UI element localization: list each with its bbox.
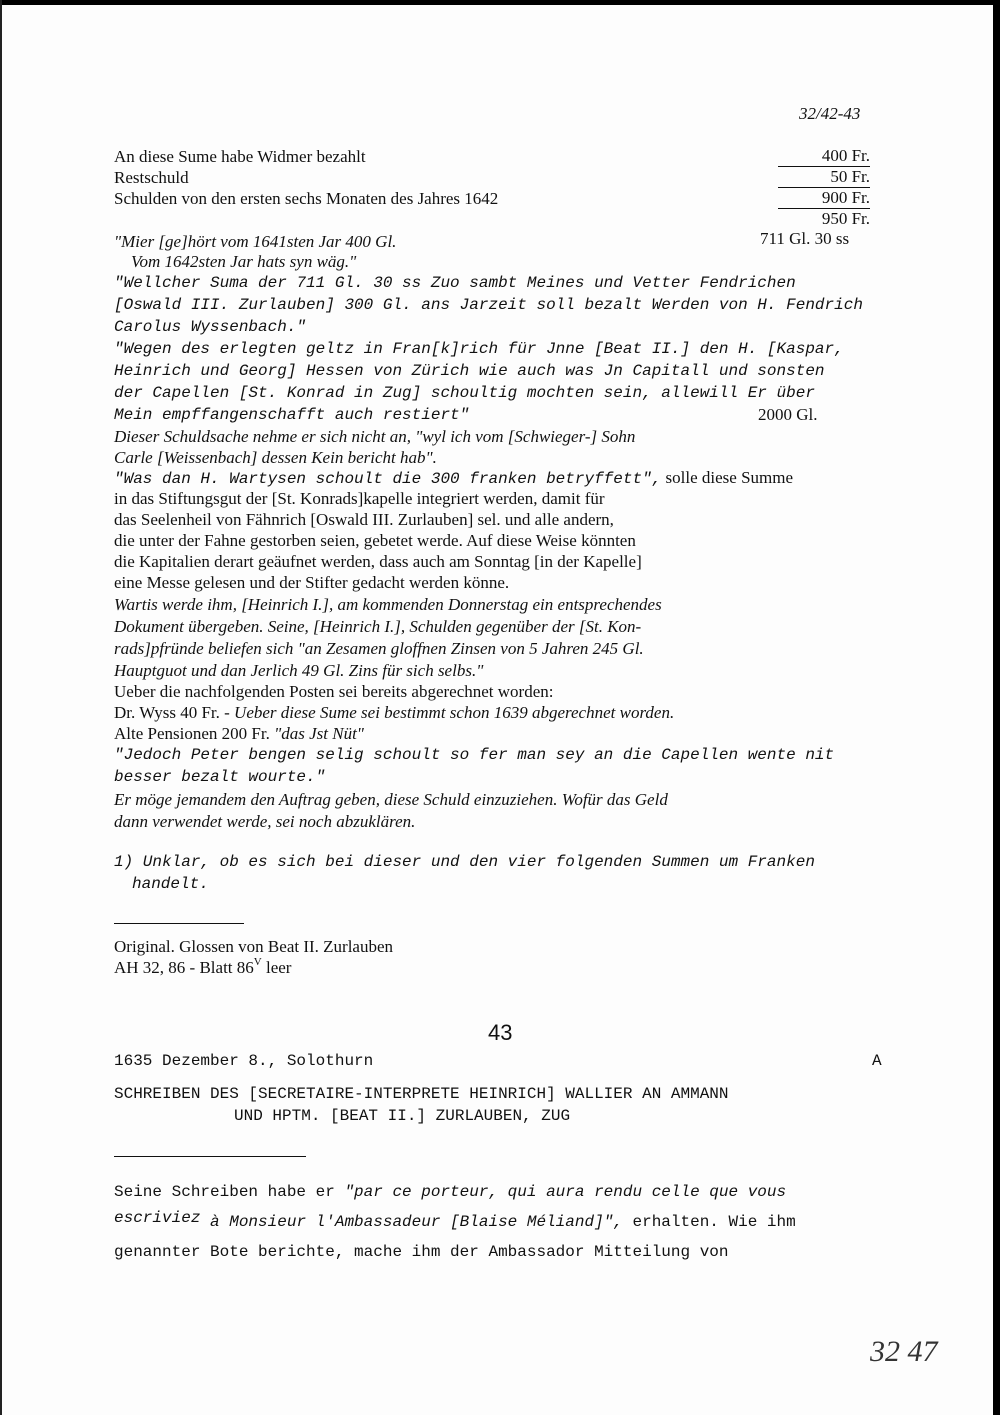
amount-2000: 2000 Gl.: [758, 405, 818, 424]
verso-superscript: V: [253, 956, 262, 968]
text-line: Restschuld: [114, 168, 189, 187]
amount-950: 950 Fr.: [821, 209, 870, 228]
text-segment: Alte Pensionen 200 Fr.: [114, 724, 275, 743]
footnote-separator: [114, 923, 244, 924]
body-line: [114, 1180, 786, 1203]
source-line: Original. Glossen von Beat II. Zurlauben: [114, 937, 394, 956]
body-line: genannter Bote berichte, mache ihm der Ambassador Mitteilung von: [114, 1243, 729, 1261]
quote-segment: "Was dan H. Wartysen schoult die 300 franken betryffett",: [114, 470, 662, 488]
text-line: [114, 467, 793, 490]
body-segment: Seine Schreiben habe er: [114, 1183, 345, 1201]
scan-border-right: [993, 0, 1000, 1415]
page-reference: 32/42-43: [799, 104, 861, 123]
body-segment: erhalten. Wie ihm: [622, 1213, 796, 1231]
amount-900: 900 Fr.: [821, 188, 870, 207]
quote-line: "Wellcher Suma der 711 Gl. 30 ss Zuo sambt Meines und Vetter Fendrichen: [114, 274, 796, 292]
gloss-segment: Ueber diese Sume sei bestimmt schon 1639 abgerechnet worden.: [234, 703, 675, 722]
text-line: eine Messe gelesen und der Stifter gedacht werden könne.: [114, 573, 510, 592]
quote-line: Heinrich und Georg] Hessen von Zürich wie auch was Jn Capitall und sonsten: [114, 362, 825, 380]
quote-segment: à Monsieur l'Ambassadeur [Blaise Méliand]",: [200, 1213, 623, 1231]
scan-border-left: [0, 0, 2, 1415]
text-line: die unter der Fahne gestorben seien, gebetet werde. Auf diese Weise könnten: [114, 531, 636, 550]
gloss-line: "Mier [ge]hört vom 1641sten Jar 400 Gl.: [114, 232, 397, 251]
quote-line: Mein empffangenschafft auch restiert": [114, 406, 470, 424]
quote-line: besser bezalt wourte.": [114, 768, 326, 786]
gloss-line: Vom 1642sten Jar hats syn wäg.": [131, 252, 357, 271]
text-line: An diese Sume habe Widmer bezahlt: [114, 147, 366, 166]
document-title: SCHREIBEN DES [SECRETAIRE-INTERPRETE HEINRICH] WALLIER AN AMMANN: [114, 1085, 729, 1103]
amount-400: 400 Fr.: [821, 146, 870, 165]
gloss-line: rads]pfründe beliefen sich "an Zesamen gloffnen Zinsen von 5 Jahren 245 Gl.: [114, 639, 644, 658]
body-line: [114, 1210, 796, 1233]
text-segment: Dr. Wyss 40 Fr. -: [114, 703, 235, 722]
source-line: [114, 957, 291, 981]
quote-line: Carolus Wyssenbach.": [114, 318, 307, 336]
footnote-line: 1) Unklar, ob es sich bei dieser und den vier folgenden Summen um Franken: [114, 853, 815, 871]
text-line: [114, 702, 674, 723]
document-date: 1635 Dezember 8., Solothurn: [114, 1052, 374, 1070]
gloss-line: Wartis werde ihm, [Heinrich I.], am kommenden Donnerstag ein entsprechendes: [114, 595, 662, 614]
quote-line: der Capellen [St. Konrad in Zug] schoultig mochten sein, allewill Er über: [114, 384, 815, 402]
amount-711: 711 Gl. 30 ss: [760, 229, 850, 248]
text-line: [114, 723, 364, 744]
text-line: Schulden von den ersten sechs Monaten des Jahres 1642: [114, 189, 499, 208]
gloss-line: Er möge jemandem den Auftrag geben, diese Schuld einzuziehen. Wofür das Geld: [114, 790, 668, 809]
text-line: Ueber die nachfolgenden Posten sei bereits abgerechnet worden:: [114, 682, 554, 701]
section-separator: [114, 1156, 306, 1157]
quote-line: "Wegen des erlegten geltz in Fran[k]rich für Jnne [Beat II.] den H. [Kaspar,: [114, 340, 844, 358]
quote-line: "Jedoch Peter bengen selig schoult so fer man sey an die Capellen wente nit: [114, 746, 835, 764]
document-letter: A: [872, 1052, 882, 1070]
gloss-line: dann verwendet werde, sei noch abzuklären.: [114, 812, 416, 831]
footnote-line: handelt.: [132, 875, 209, 893]
document-number: 43: [488, 1020, 513, 1045]
gloss-line: Dokument übergeben. Seine, [Heinrich I.], Schulden gegenüber der [St. Kon-: [114, 617, 642, 636]
source-segment: leer: [261, 958, 292, 977]
gloss-line: Dieser Schuldsache nehme er sich nicht an, "wyl ich vom [Schwieger-] Sohn: [114, 427, 636, 446]
amount-50: 50 Fr.: [830, 167, 870, 186]
gloss-segment: "das Jst Nüt": [274, 724, 364, 743]
text-line: die Kapitalien derart geäufnet werden, dass auch am Sonntag [in der Kapelle]: [114, 552, 642, 571]
scan-border-top: [0, 0, 1000, 5]
quote-segment: "par ce porteur, qui aura rendu celle que vous: [344, 1183, 787, 1201]
quote-segment: escriviez: [114, 1209, 201, 1227]
gloss-line: Carle [Weissenbach] dessen Kein bericht hab".: [114, 448, 437, 467]
quote-line: [Oswald III. Zurlauben] 300 Gl. ans Jarzeit soll bezalt Werden von H. Fendrich: [114, 296, 863, 314]
handwritten-page-number: 32 47: [870, 1335, 938, 1368]
text-line: in das Stiftungsgut der [St. Konrads]kapelle integriert werden, damit für: [114, 489, 605, 508]
text-segment: solle diese Summe: [661, 468, 794, 487]
document-title: UND HPTM. [BEAT II.] ZURLAUBEN, ZUG: [234, 1107, 571, 1125]
gloss-line: Hauptguot und dan Jerlich 49 Gl. Zins für sich selbs.": [114, 661, 484, 680]
source-segment: AH 32, 86 - Blatt 86: [114, 958, 254, 977]
text-line: das Seelenheil von Fähnrich [Oswald III. Zurlauben] sel. und alle andern,: [114, 510, 614, 529]
